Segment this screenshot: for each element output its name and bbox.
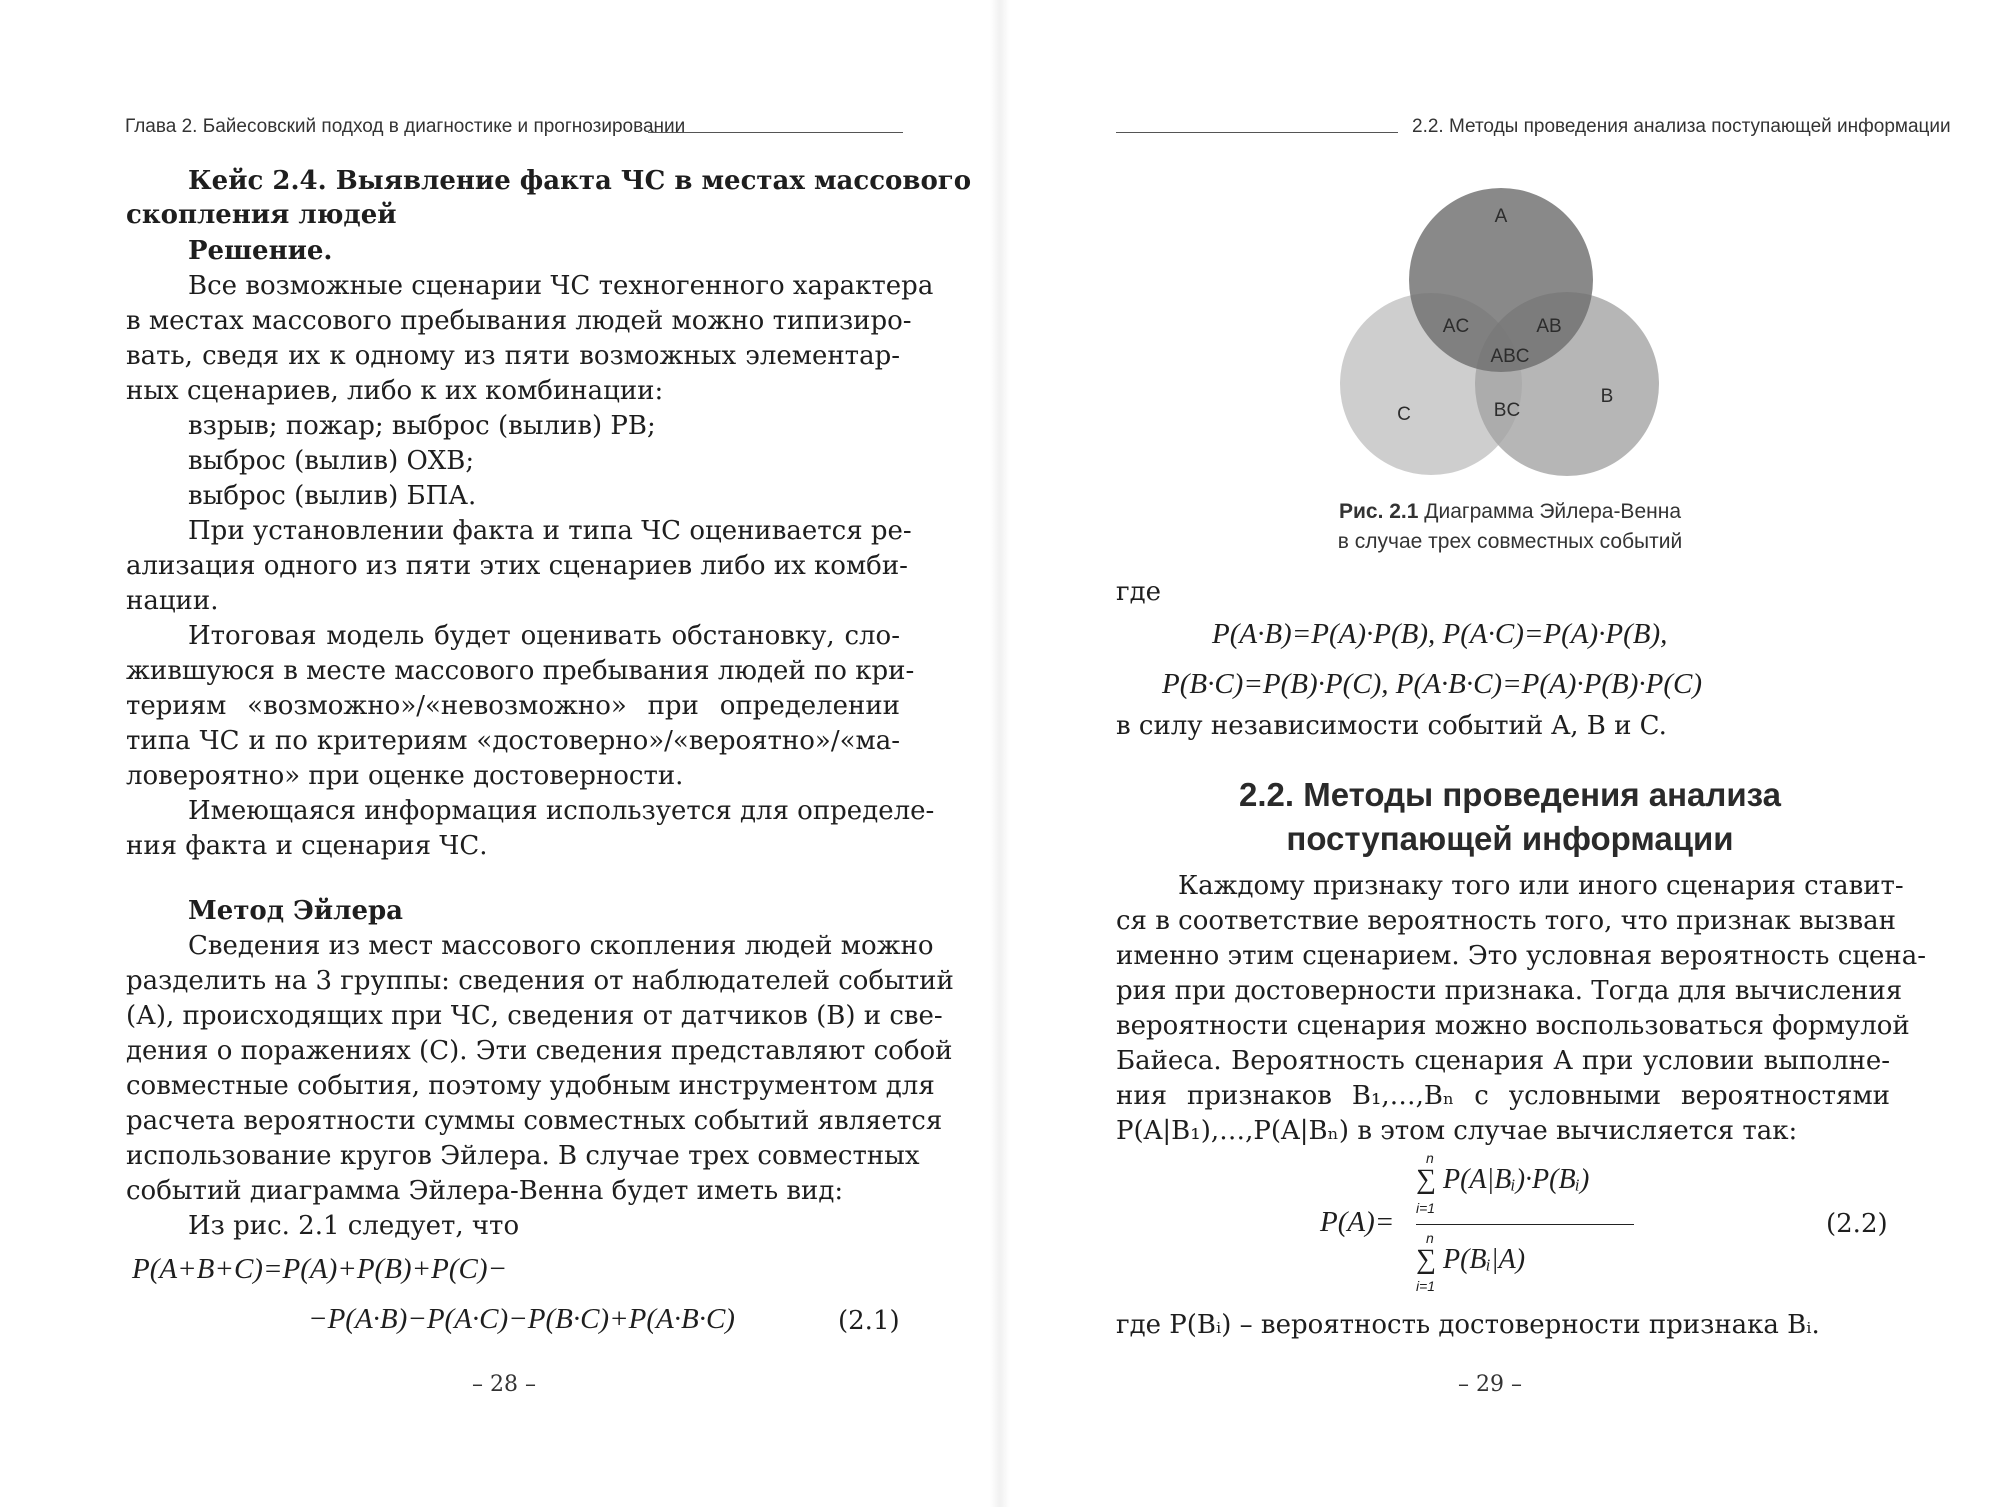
paragraph-line: расчета вероятности суммы совместных событий является — [126, 1106, 943, 1136]
equation-number-2-2: (2.2) — [1826, 1209, 1888, 1239]
paragraph-line: (А), происходящих при ЧС, сведения от датчиков (В) и све- — [126, 1001, 943, 1031]
running-head-rule-left — [648, 132, 903, 133]
figure-caption-label: Рис. 2.1 — [1338, 500, 1419, 523]
paragraph-line: разделить на 3 группы: сведения от наблюдателей событий — [126, 966, 954, 996]
formula-independence-line-2: P(B·C)=P(B)·P(C), P(A·B·C)=P(A)·P(B)·P(C) — [1162, 668, 1702, 700]
page-number-left: – 28 – — [472, 1372, 536, 1397]
paragraph-line: Итоговая модель будет оценивать обстановку, сло- — [188, 621, 900, 651]
paragraph-line: ных сценариев, либо к их комбинации: — [126, 376, 664, 406]
paragraph-line: Все возможные сценарии ЧС техногенного характера — [188, 271, 934, 301]
venn-label-ac: AC — [1442, 316, 1470, 337]
bayes-numerator: ∑ P(A|Bᵢ)·P(Bᵢ) — [1416, 1164, 1590, 1195]
paragraph-line: вать, сведя их к одному из пяти возможных элементар- — [126, 341, 900, 371]
paragraph-line: Сведения из мест массового скопления людей можно — [188, 931, 934, 961]
case-title-line-1: Кейс 2.4. Выявление факта ЧС в местах массового — [188, 166, 972, 196]
paragraph-line: ловероятно» при оценке достоверности. — [126, 761, 684, 791]
bayes-formula-lhs: P(A)= — [1320, 1206, 1395, 1238]
equation-number-2-1: (2.1) — [838, 1306, 900, 1336]
method-heading: Метод Эйлера — [188, 896, 404, 926]
paragraph-line: ния признаков B₁,…,Bₙ с условными вероятностями — [1116, 1081, 1890, 1111]
list-item: выброс (вылив) ОХВ; — [188, 446, 475, 476]
paragraph-line: совместные события, поэтому удобным инструментом для — [126, 1071, 935, 1101]
paragraph-line: P(A|B₁),…,P(A|Bₙ) в этом случае вычисляется так: — [1116, 1116, 1798, 1146]
figure-caption-line-2: в случае трех совместных событий — [1337, 530, 1683, 553]
running-head-right: 2.2. Методы проведения анализа поступающей информации — [1412, 116, 1951, 137]
figure-caption-line-1 — [1260, 500, 1760, 524]
paragraph-line: дения о поражениях (С). Эти сведения представляют собой — [126, 1036, 953, 1066]
venn-label-c: C — [1397, 404, 1411, 425]
figure-caption-title: Диаграмма Эйлера-Венна — [1418, 500, 1681, 523]
paragraph-line: При установлении факта и типа ЧС оценивается ре- — [188, 516, 912, 546]
list-item: взрыв; пожар; выброс (вылив) РВ; — [188, 411, 656, 441]
running-head-rule-right — [1116, 132, 1398, 133]
right-page — [1000, 0, 2000, 1507]
paragraph-line: териям «возможно»/«невозможно» при определении — [126, 691, 900, 721]
venn-label-bc: BC — [1493, 400, 1521, 421]
paragraph-line: нации. — [126, 586, 219, 616]
paragraph-line: типа ЧС и по критериям «достоверно»/«вероятно»/«ма- — [126, 726, 900, 756]
page-number-right: – 29 – — [1458, 1372, 1522, 1397]
sum-upper-limit: n — [1426, 1150, 1434, 1166]
venn-diagram — [1340, 186, 1676, 506]
fraction-bar — [1416, 1224, 1634, 1225]
running-head-left: Глава 2. Байесовский подход в диагностике и прогнозировании — [125, 116, 686, 137]
where-word: где — [1116, 577, 1162, 607]
sum-lower-limit: i=1 — [1416, 1200, 1436, 1216]
formula-2-1-line-1: P(A+B+C)=P(A)+P(B)+P(C)− — [132, 1253, 508, 1285]
venn-label-a: A — [1494, 206, 1508, 227]
probability-definition-line: где P(Bᵢ) – вероятность достоверности признака Bᵢ. — [1116, 1310, 1820, 1340]
paragraph-line: Из рис. 2.1 следует, что — [188, 1211, 520, 1241]
section-heading-line-1: 2.2. Методы проведения анализа — [1239, 776, 1781, 813]
venn-label-abc: ABC — [1490, 346, 1530, 367]
bayes-denominator: ∑ P(Bᵢ|A) — [1416, 1244, 1526, 1275]
paragraph-line: именно этим сценарием. Это условная вероятность сцена- — [1116, 941, 1926, 971]
section-heading-line-2: поступающей информации — [1286, 820, 1734, 857]
paragraph-line: ализация одного из пяти этих сценариев либо их комби- — [126, 551, 908, 581]
list-item: выброс (вылив) БПА. — [188, 481, 477, 511]
paragraph-line: использование кругов Эйлера. В случае трех совместных — [126, 1141, 920, 1171]
paragraph-line: жившуюся в месте массового пребывания людей по кри- — [126, 656, 915, 686]
solution-heading: Решение. — [188, 236, 333, 266]
paragraph-line: вероятности сценария можно воспользоваться формулой — [1116, 1011, 1910, 1041]
sum-lower-limit: i=1 — [1416, 1278, 1436, 1294]
paragraph-line: ся в соответствие вероятность того, что признак вызван — [1116, 906, 1896, 936]
venn-label-b: B — [1600, 386, 1614, 407]
paragraph-line: рия при достоверности признака. Тогда для вычисления — [1116, 976, 1903, 1006]
formula-independence-line-1: P(A·B)=P(A)·P(B), P(A·C)=P(A)·P(B), — [1212, 618, 1668, 650]
paragraph-line: Имеющаяся информация используется для определе- — [188, 796, 935, 826]
venn-label-ab: AB — [1536, 316, 1562, 337]
sum-upper-limit: n — [1426, 1230, 1434, 1246]
paragraph-line: в местах массового пребывания людей можно типизиро- — [126, 306, 912, 336]
paragraph-line: ния факта и сценария ЧС. — [126, 831, 488, 861]
paragraph-line: событий диаграмма Эйлера-Венна будет иметь вид: — [126, 1176, 844, 1206]
paragraph-line: Байеса. Вероятность сценария A при условии выполне- — [1116, 1046, 1890, 1076]
case-title-line-2: скопления людей — [126, 200, 397, 230]
bayes-formula-fraction — [1416, 1150, 1634, 1294]
independence-line: в силу независимости событий A, B и C. — [1116, 711, 1667, 741]
formula-2-1-line-2: −P(A·B)−P(A·C)−P(B·C)+P(A·B·C) — [308, 1303, 735, 1335]
paragraph-line: Каждому признаку того или иного сценария ставит- — [1178, 871, 1904, 901]
